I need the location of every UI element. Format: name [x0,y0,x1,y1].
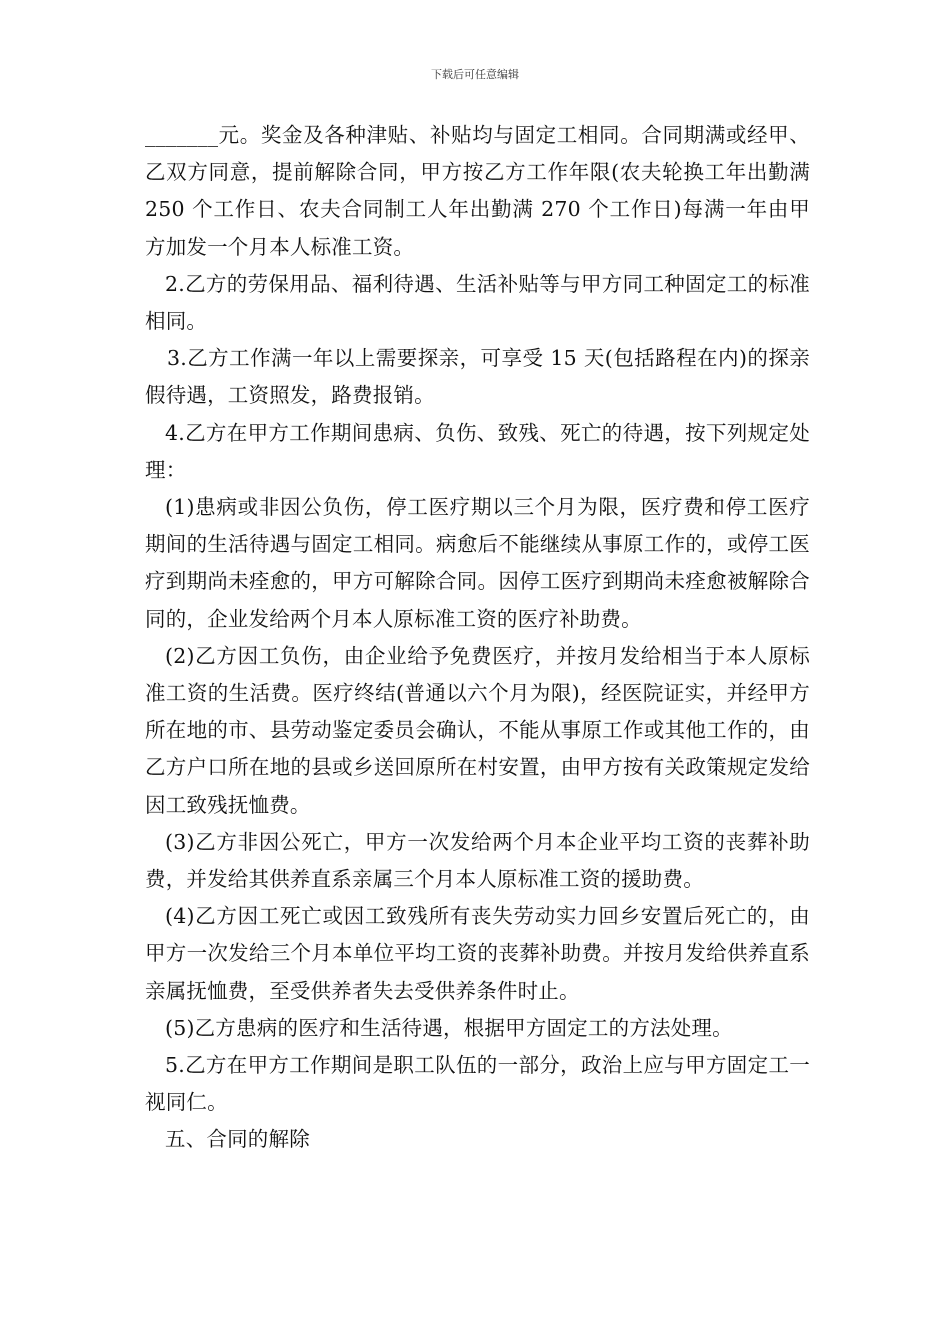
paragraph-item-5: 5.乙方在甲方工作期间是职工队伍的一部分，政治上应与甲方固定工一视同仁。 [145,1053,810,1115]
paragraph-item-3: 3.乙方工作满一年以上需要探亲，可享受 15 天(包括路程在内)的探亲假待遇，工资照发，路费报销。 [145,346,810,408]
section-heading-contract-termination: 五、合同的解除 [165,1127,310,1152]
paragraph-subitem-4: (4)乙方因工死亡或因工致残所有丧失劳动实力回乡安置后死亡的，由甲方一次发给三个月本单位平均工资的丧葬补助费。并按月发给供养直系亲属抚恤费，至受供养者失去受供养条件时止。 [145,904,810,1003]
page-header: 下载后可任意编辑 [431,68,519,81]
paragraph-wage-terms: _______元。奖金及各种津贴、补贴均与固定工相同。合同期满或经甲、乙双方同意，提前解除合同，甲方按乙方工作年限(农夫轮换工年出勤满 250 个工作日、农夫合同制工人年出勤满 270 个工作日)每满一年由甲方加发一个月本人标准工资。 [145,123,810,259]
document-body [145,117,810,1159]
paragraph-subitem-3: (3)乙方非因公死亡，甲方一次发给两个月本企业平均工资的丧葬补助费，并发给其供养直系亲属三个月本人原标准工资的援助费。 [145,829,810,892]
paragraph-item-4: 4.乙方在甲方工作期间患病、负伤、致残、死亡的待遇，按下列规定处理： [145,420,810,482]
paragraph-subitem-5: (5)乙方患病的医疗和生活待遇，根据甲方固定工的方法处理。 [165,1015,733,1040]
paragraph-item-2: 2.乙方的劳保用品、福利待遇、生活补贴等与甲方同工种固定工的标准相同。 [145,271,810,334]
paragraph-subitem-2: (2)乙方因工负伤，由企业给予免费医疗，并按月发给相当于本人原标准工资的生活费。医疗终结(普通以六个月为限)，经医院证实，并经甲方所在地的市、县劳动鉴定委员会确认，不能从事原工作或其他工作的，由乙方户口所在地的县或乡送回原所在村安置，由甲方按有关政策规定发给因工致残抚恤费。 [145,643,810,817]
paragraph-subitem-1: (1)患病或非因公负伤，停工医疗期以三个月为限，医疗费和停工医疗期间的生活待遇与固定工相同。病愈后不能继续从事原工作的，或停工医疗到期尚未痊愈的，甲方可解除合同。因停工医疗到期尚未痊愈被解除合同的，企业发给两个月本人原标准工资的医疗补助费。 [145,495,810,631]
